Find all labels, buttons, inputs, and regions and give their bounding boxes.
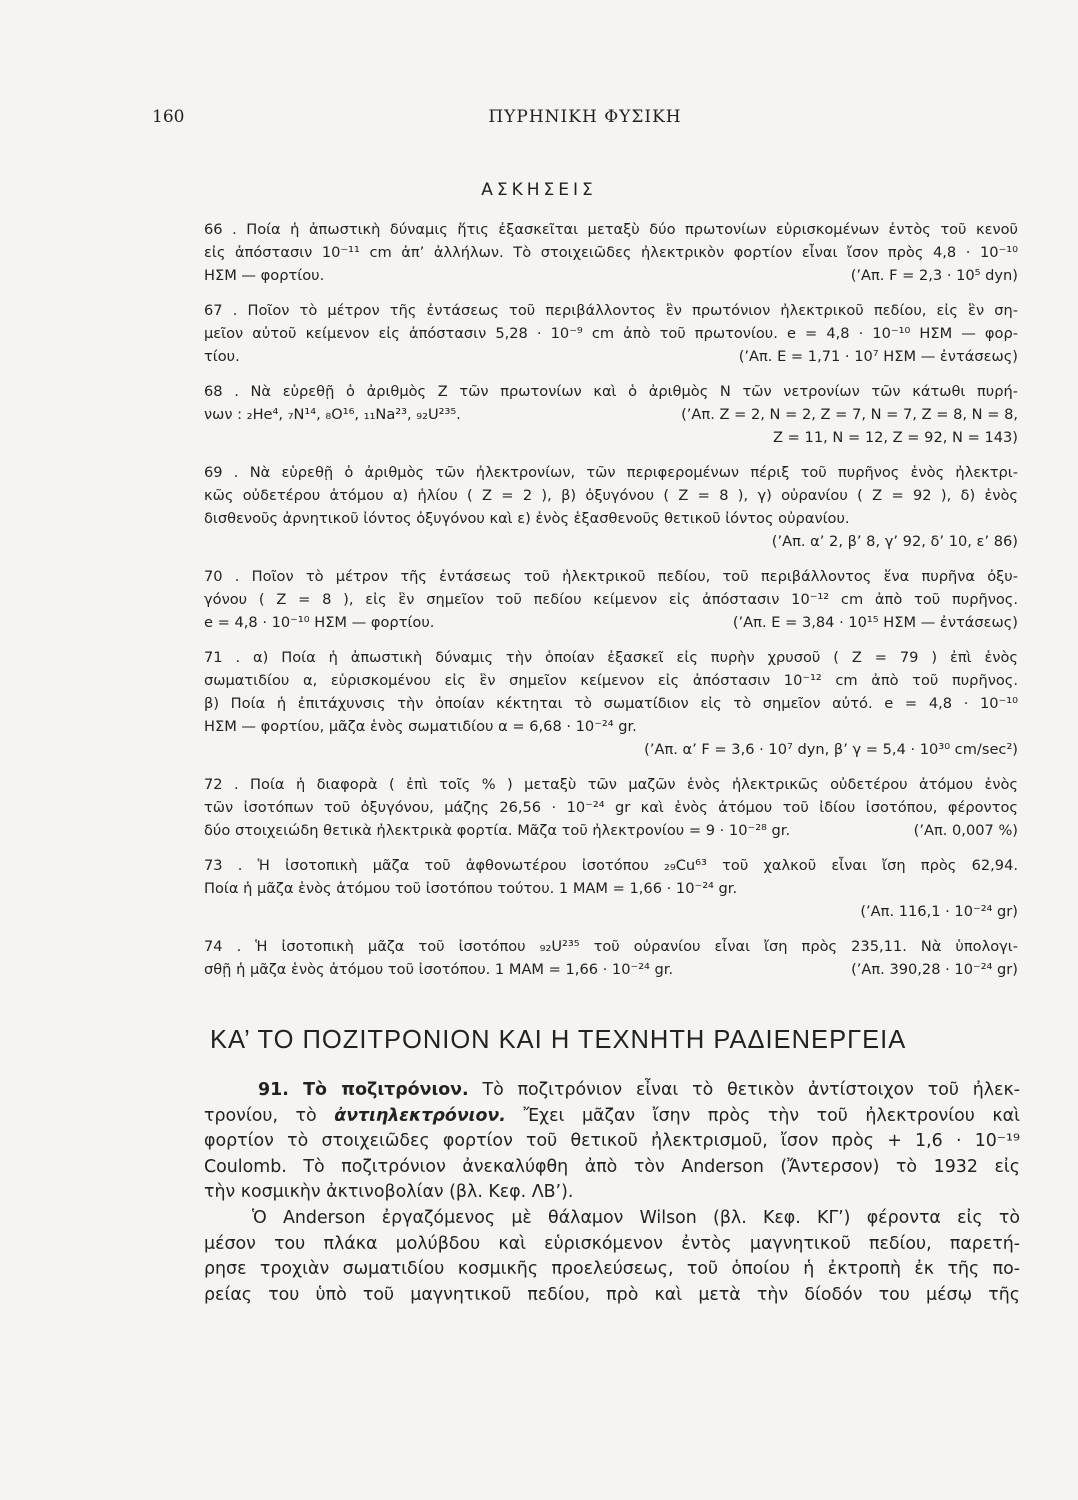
exercise-line: β) Ποία ἡ ἐπιτάχυνσις τὴν ὁποίαν κέκτηται τὸ σωματίδιον εἰς τὸ σημεῖον αὐτό. e = 4,8 · 10⁻¹⁰	[204, 695, 1018, 712]
exercise-line: ΗΣΜ — φορτίου.	[204, 267, 325, 284]
exercise-answer: (’Απ. 0,007 %)	[913, 822, 1018, 839]
exercise-line: 66 . Ποία ἡ ἀπωστικὴ δύναμις ἥτις ἐξασκεῖται μεταξὺ δύο πρωτονίων εὑρισκομένων ἐντὸς τοῦ κενοῦ	[204, 221, 1018, 238]
exercise-73	[204, 854, 1018, 923]
exercise-line: τίου.	[204, 348, 240, 365]
page-number: 160	[152, 107, 185, 127]
exercise-74	[204, 935, 1018, 981]
exercise-line: κῶς οὐδετέρου ἀτόμου α) ἡλίου ( Z = 2 ), β) ὀξυγόνου ( Z = 8 ), γ) οὐρανίου ( Z = 92 ), δ) ἑνὸς	[204, 487, 1018, 504]
exercise-last-line	[204, 403, 1018, 426]
exercise-answer: (’Απ. α’ F = 3,6 · 10⁷ dyn, β’ γ = 5,4 · 10³⁰ cm/sec²)	[644, 741, 1018, 758]
exercise-line: εἰς ἀπόστασιν 10⁻¹¹ cm ἀπ’ ἀλλήλων. Τὸ στοιχειῶδες ἠλεκτρικὸν φορτίον εἶναι ἴσον πρὸς 4,8 · 10⁻¹⁰	[204, 244, 1018, 261]
exercise-line: 69 . Νὰ εὑρεθῇ ὁ ἀριθμὸς τῶν ἠλεκτρονίων, τῶν περιφερομένων πέριξ τοῦ πυρῆνος ἑνὸς ἠλεκτρι-	[204, 464, 1018, 481]
exercise-67	[204, 299, 1018, 368]
term-emphasis: ἀντιηλεκτρόνιον.	[334, 1105, 506, 1126]
exercise-last-line	[204, 819, 1018, 842]
exercise-line: 67 . Ποῖον τὸ μέτρον τῆς ἐντάσεως τοῦ περιβάλλοντος ἓν πρωτόνιον ἠλεκτρικοῦ πεδίου, εἰς ἓν ση-	[204, 302, 1018, 319]
exercise-line: γόνου ( Z = 8 ), εἰς ἓν σημεῖον τοῦ πεδίου κείμενον εἰς ἀπόστασιν 10⁻¹² cm ἀπὸ τοῦ πυρῆνος.	[204, 591, 1018, 608]
exercise-70	[204, 565, 1018, 634]
exercise-line: νων : ₂He⁴, ₇N¹⁴, ₈O¹⁶, ₁₁Na²³, ₉₂U²³⁵.	[204, 406, 461, 423]
exercise-answer: (’Απ. 390,28 · 10⁻²⁴ gr)	[851, 961, 1018, 978]
exercise-answer: (’Απ. F = 2,3 · 10⁵ dyn)	[850, 267, 1018, 284]
body-line-text: Τὸ ποζιτρόνιον εἶναι τὸ θετικὸν ἀντίστοιχον τοῦ ἠλεκ-	[482, 1080, 1020, 1100]
exercise-71	[204, 646, 1018, 761]
exercise-answer: (’Απ. E = 3,84 · 10¹⁵ ΗΣΜ — ἐντάσεως)	[732, 614, 1018, 631]
exercise-line: σωματιδίου α, εὑρισκομένου εἰς ἓν σημεῖον κείμενον εἰς ἀπόστασιν 10⁻¹² cm ἀπὸ τοῦ πυρῆνος.	[204, 672, 1018, 689]
exercise-line: 70 . Ποῖον τὸ μέτρον τῆς ἐντάσεως τοῦ ἠλεκτρικοῦ πεδίου, τοῦ περιβάλλοντος ἕνα πυρῆνα ὀξυ-	[204, 568, 1018, 585]
body-line	[204, 1078, 1020, 1104]
exercise-line: Ποία ἡ μᾶζα ἑνὸς ἀτόμου τοῦ ἰσοτόπου τούτου. 1 MAM = 1,66 · 10⁻²⁴ gr.	[204, 880, 738, 897]
exercise-line: 74 . Ἡ ἰσοτοπικὴ μᾶζα τοῦ ἰσοτόπου ₉₂U²³⁵ τοῦ οὐρανίου εἶναι ἴση πρὸς 235,11. Νὰ ὑπολογι-	[204, 938, 1018, 955]
page-header	[152, 107, 1018, 135]
body-line: τὴν κοσμικὴν ἀκτινοβολίαν (βλ. Κεφ. ΛΒ’).	[204, 1182, 574, 1203]
paragraph-lead: 91. Τὸ ποζιτρόνιον.	[258, 1080, 469, 1100]
exercise-line: 72 . Ποία ἡ διαφορὰ ( ἐπὶ τοῖς % ) μεταξὺ τῶν μαζῶν ἑνὸς ἠλεκτρικῶς οὐδετέρου ἀτόμου ἑνὸς	[204, 776, 1018, 793]
exercise-last-line	[204, 345, 1018, 368]
exercise-answer-continued: Z = 11, N = 12, Z = 92, N = 143)	[773, 429, 1018, 446]
exercise-answer: (’Απ. 116,1 · 10⁻²⁴ gr)	[860, 903, 1018, 920]
section-heading: ΑΣΚΗΣΕΙΣ	[481, 180, 597, 200]
body-line: Ὁ Anderson ἐργαζόμενος μὲ θάλαμον Wilson (βλ. Κεφ. ΚΓ’) φέροντα εἰς τὸ	[252, 1207, 1020, 1228]
exercise-last-line	[204, 958, 1018, 981]
exercise-line: 73 . Ἡ ἰσοτοπικὴ μᾶζα τοῦ ἀφθονωτέρου ἰσοτόπου ₂₉Cu⁶³ τοῦ χαλκοῦ εἶναι ἴση πρὸς 62,94.	[204, 857, 1018, 874]
body-line-text: Ἔχει μᾶζαν ἴσην πρὸς τὴν τοῦ ἠλεκτρονίου καὶ	[523, 1105, 1020, 1126]
chapter-title: ΚΑ’ ΤΟ ΠΟΖΙΤΡΟΝΙΟΝ ΚΑΙ Η ΤΕΧΝΗΤΗ ΡΑΔΙΕΝΕΡΓΕΙΑ	[210, 1026, 907, 1054]
body-line: ρείας του ὑπὸ τοῦ μαγνητικοῦ πεδίου, πρὸ καὶ μετὰ τὴν δίοδόν του μέσῳ τῆς	[204, 1284, 1020, 1305]
exercise-answer: (’Απ. α’ 2, β’ 8, γ’ 92, δ’ 10, ε’ 86)	[771, 533, 1018, 550]
exercise-68	[204, 380, 1018, 449]
exercise-72	[204, 773, 1018, 842]
exercise-line: 68 . Νὰ εὑρεθῇ ὁ ἀριθμὸς Z τῶν πρωτονίων καὶ ὁ ἀριθμὸς N τῶν νετρονίων τῶν κάτωθι πυρή-	[204, 383, 1018, 400]
body-line: Coulomb. Τὸ ποζιτρόνιον ἀνεκαλύφθη ἀπὸ τὸν Anderson (Ἄντερσον) τὸ 1932 εἰς	[204, 1156, 1020, 1177]
exercise-69	[204, 461, 1018, 553]
body-line-text: τρονίου, τὸ	[204, 1105, 317, 1126]
exercise-line: ΗΣΜ — φορτίου, μᾶζα ἑνὸς σωματιδίου α = 6,68 · 10⁻²⁴ gr.	[204, 718, 637, 735]
exercise-line: σθῇ ἡ μᾶζα ἑνὸς ἀτόμου τοῦ ἰσοτόπου. 1 MAM = 1,66 · 10⁻²⁴ gr.	[204, 961, 674, 978]
body-text	[204, 1078, 1020, 1308]
body-line: φορτίον τὸ στοιχειῶδες φορτίον τοῦ θετικοῦ ἠλεκτρισμοῦ, ἴσον πρὸς + 1,6 · 10⁻¹⁹	[204, 1131, 1020, 1152]
body-line: ρησε τροχιὰν σωματιδίου κοσμικῆς προελεύσεως, τοῦ ὁποίου ἡ ἐκτροπὴ ἐκ τῆς πο-	[204, 1259, 1020, 1280]
exercise-list	[204, 218, 1018, 993]
exercise-line: e = 4,8 · 10⁻¹⁰ ΗΣΜ — φορτίου.	[204, 614, 435, 631]
body-line	[204, 1104, 1020, 1130]
exercise-line: δισθενοῦς ἀρνητικοῦ ἰόντος ὀξυγόνου καὶ ε) ἑνὸς ἑξασθενοῦς θετικοῦ ἰόντος οὐρανίου.	[204, 510, 850, 527]
exercise-last-line	[204, 611, 1018, 634]
body-line: μέσον του πλάκα μολύβδου καὶ εὑρισκόμενον ἐντὸς μαγνητικοῦ πεδίου, παρετή-	[204, 1233, 1020, 1254]
exercise-line: μεῖον αὐτοῦ κείμενον εἰς ἀπόστασιν 5,28 · 10⁻⁹ cm ἀπὸ τοῦ πρωτονίου. e = 4,8 · 10⁻¹⁰ ΗΣΜ — φορ-	[204, 325, 1018, 342]
running-title: ΠΥΡΗΝΙΚΗ ΦΥΣΙΚΗ	[488, 107, 682, 127]
exercise-line: δύο στοιχειώδη θετικὰ ἠλεκτρικὰ φορτία. Μᾶζα τοῦ ἠλεκτρονίου = 9 · 10⁻²⁸ gr.	[204, 822, 791, 839]
exercise-answer: (’Απ. Z = 2, N = 2, Z = 7, N = 7, Z = 8, N = 8,	[681, 406, 1018, 423]
exercise-last-line	[204, 264, 1018, 287]
exercise-66	[204, 218, 1018, 287]
exercise-line: 71 . α) Ποία ἡ ἀπωστικὴ δύναμις τὴν ὁποίαν ἐξασκεῖ εἰς πυρὴν χρυσοῦ ( Z = 79 ) ἐπὶ ἑνὸς	[204, 649, 1018, 666]
exercise-line: τῶν ἰσοτόπων τοῦ ὀξυγόνου, μάζης 26,56 · 10⁻²⁴ gr καὶ ἑνὸς ἀτόμου τοῦ ἰδίου ἰσοτόπου, φέροντος	[204, 799, 1018, 816]
exercise-answer: (’Απ. E = 1,71 · 10⁷ ΗΣΜ — ἐντάσεως)	[738, 348, 1018, 365]
